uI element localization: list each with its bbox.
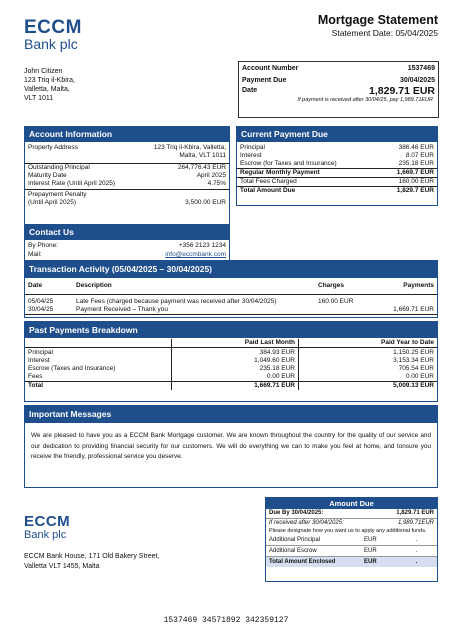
cp-interest-value: 8.07 EUR (405, 152, 434, 159)
total-due-value: 1,829.7 EUR (396, 187, 434, 194)
cp-escrow-label: Escrow (for Taxes and Insurance) (240, 160, 337, 167)
past-payments-title: Past Payments Breakdown (25, 322, 437, 338)
messages-body: We are pleased to have you as a ECCM Bank Mortgage customer. We are known throughout the country for the quality of our service and our dedication to providing financial security for our customers. We will do everything we can to make you feel at home, and tonsure you receive the friendly, professional service you deserve. (31, 432, 431, 460)
maturity-value: April 2025 (196, 172, 226, 179)
coupon-due-label: Due By 30/04/2025: (269, 510, 324, 516)
past-ytd: 1,150.25 EUR (393, 348, 434, 356)
transactions-table (25, 282, 437, 315)
penalty-value: 3,500.00 EUR (185, 199, 226, 206)
past-payments-box (24, 321, 438, 402)
regular-payment-value: 1,669.7 EUR (396, 169, 434, 176)
penalty-label: Prepayment Penalty (28, 191, 87, 198)
tx-payments: 1,669.71 EUR (393, 306, 434, 313)
table-header-row (25, 339, 437, 348)
address-line: VLT 1011 (24, 95, 54, 102)
contact-box (24, 224, 230, 261)
cp-principal-value: 386.46 EUR (398, 144, 434, 151)
current-payment-title: Current Payment Due (237, 127, 437, 142)
past-ytd: 3,153.34 EUR (393, 357, 434, 364)
coupon-note: Please designate how you want us to apply any additional funds. (269, 528, 427, 534)
account-info-title: Account Information (25, 127, 229, 142)
currency-label: EUR (364, 548, 377, 554)
penalty-sub: (Until April 2025) (28, 199, 77, 206)
mail-link[interactable]: info@eccmbank.com (165, 251, 226, 258)
bank-logo (24, 19, 82, 52)
past-last: 1,049.60 EUR (172, 357, 299, 365)
currency-label: EUR (364, 537, 377, 543)
tx-desc: Payment Received – Thank you (76, 306, 169, 313)
transactions-title: Transaction Activity (05/04/2025 – 30/04/2025) (25, 261, 437, 278)
past-ytd: 5,009.13 EUR (393, 382, 434, 389)
col-category (25, 339, 172, 348)
past-last: 0.00 EUR (172, 373, 299, 382)
tx-charges: 160.00 EUR (318, 298, 354, 305)
mail-label: Mail: (28, 251, 42, 258)
tx-desc: Late Fees (charged because payment was received after 30/04/2025) (76, 298, 277, 305)
table-row (25, 357, 437, 365)
fees-label: Total Fees Charged (240, 178, 297, 185)
fees-value: 160.00 EUR (398, 178, 434, 185)
footer-logo-top: ECCM (24, 513, 71, 530)
cp-escrow-value: 235.18 EUR (398, 160, 434, 167)
cp-interest-label: Interest (240, 152, 262, 159)
regular-payment-label: Regular Monthly Payment (240, 169, 320, 176)
statement-date: Statement Date: 05/04/2025 (331, 28, 438, 38)
additional-escrow-label: Additional Escrow (269, 548, 317, 554)
account-number-label: Account Number (242, 65, 299, 72)
rate-value: 4.75% (207, 180, 226, 187)
past-payments-table (25, 339, 437, 390)
maturity-label: Maturity Date (28, 172, 67, 179)
statement-header (318, 13, 438, 38)
date-label: Date (242, 87, 258, 94)
phone-label: By Phone: (28, 242, 58, 249)
past-label: Total (25, 382, 172, 391)
footer-logo (24, 515, 70, 541)
address-line: 123 Triq il-Kbira, (24, 77, 75, 84)
past-label: Escrow (Taxes and Insurance) (25, 365, 172, 373)
table-row (25, 365, 437, 373)
coupon-late-label: If received after 30/04/2025: (269, 520, 344, 526)
table-row (25, 348, 437, 358)
coupon-box (265, 497, 438, 582)
past-last: 1,669.71 EUR (172, 382, 299, 391)
coupon-due-value: 1,829.71 EUR (396, 510, 434, 516)
additional-principal-input[interactable]: . (415, 537, 418, 543)
payment-due-value: 30/04/2025 (399, 77, 435, 84)
past-ytd: 705.54 EUR (398, 365, 434, 372)
property-label: Property Address (28, 144, 78, 151)
statement-title: Mortgage Statement (317, 13, 438, 27)
account-number-value: 1537469 (407, 65, 435, 72)
table-row (25, 373, 437, 382)
summary-amount: 1,829.71 EUR (369, 85, 435, 97)
transactions-box (24, 260, 438, 318)
rate-label: Interest Rate (Until April 2025) (28, 180, 116, 187)
messages-title: Important Messages (25, 406, 437, 423)
table-total-row (25, 382, 437, 391)
col-date: Date (28, 282, 43, 289)
past-label: Fees (25, 373, 172, 382)
reference-code: 1537469 34571892 342359127 (163, 616, 289, 625)
current-payment-box (236, 126, 438, 206)
outstanding-value: 264,776.43 EUR (177, 164, 226, 171)
col-paid-ytd: Paid Year to Date (381, 339, 434, 346)
tx-payments (375, 295, 437, 307)
coupon-late-value: 1,989.71EUR (397, 520, 434, 526)
past-last: 384.93 EUR (172, 348, 299, 358)
bank-address-line: ECCM Bank House, 171 Old Bakery Street, (24, 553, 160, 560)
table-row (25, 295, 437, 307)
currency-label: EUR (364, 559, 377, 565)
tx-date: 05/04/25 (28, 298, 54, 305)
bank-address-line: Valletta VLT 1455, Malta (24, 563, 100, 570)
property-value-2: Malta, VLT 1011 (179, 152, 226, 159)
summary-box (238, 61, 439, 118)
total-due-label: Total Amount Due (240, 187, 296, 194)
bank-address (24, 552, 159, 572)
coupon-title: Amount Due (266, 498, 437, 509)
past-last: 235.18 EUR (172, 365, 299, 373)
col-payments: Payments (403, 282, 434, 289)
address-line: John Citizen (24, 68, 63, 75)
logo-bottom: Bank plc (24, 36, 78, 52)
account-info-box (24, 126, 230, 226)
messages-box (24, 405, 438, 488)
past-label: Interest (25, 357, 172, 365)
past-label: Principal (25, 348, 172, 358)
tx-date: 30/04/25 (28, 306, 54, 313)
tx-charges (315, 306, 375, 315)
table-row (25, 306, 437, 315)
phone-value: +356 2123 1234 (178, 242, 226, 249)
late-note: If payment is received after 30/04/25, pay 1,989.71EUR (297, 97, 433, 103)
customer-address (24, 67, 75, 103)
contact-title: Contact Us (25, 225, 229, 240)
col-description: Description (76, 282, 112, 289)
payment-due-label: Payment Due (242, 77, 287, 84)
col-paid-last-month: Paid Last Month (172, 339, 299, 348)
footer-logo-bottom: Bank plc (24, 529, 67, 541)
property-value-1: 123 Triq il-Kbira, Valletta, (153, 144, 226, 151)
past-ytd: 0.00 EUR (405, 373, 434, 380)
outstanding-label: Outstanding Principal (28, 164, 90, 171)
total-enclosed-input[interactable]: . (415, 559, 418, 565)
total-enclosed-label: Total Amount Enclosed (269, 559, 336, 565)
col-charges: Charges (318, 282, 345, 289)
logo-top: ECCM (24, 17, 82, 38)
address-line: Valletta, Malta, (24, 86, 70, 93)
cp-principal-label: Principal (240, 144, 265, 151)
additional-principal-label: Additional Principal (269, 537, 321, 543)
additional-escrow-input[interactable]: . (415, 548, 418, 554)
table-header-row (25, 282, 437, 295)
